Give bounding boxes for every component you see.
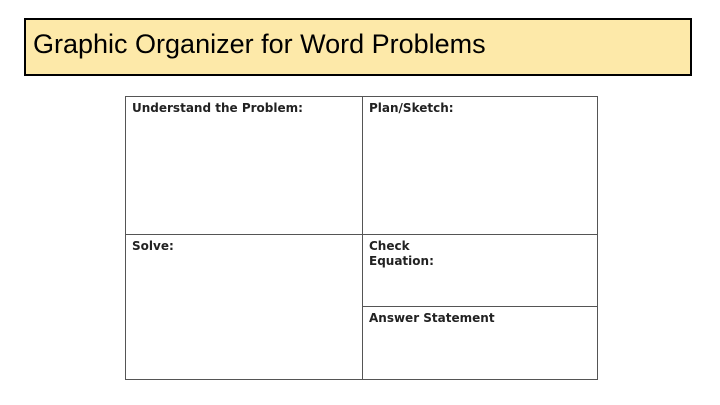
check-equation-label: Check Equation: [369,239,434,268]
answer-statement-label: Answer Statement [369,311,495,325]
organizer-vertical-divider [362,97,363,379]
organizer-middle-divider [126,234,597,235]
plan-sketch-label: Plan/Sketch: [369,101,454,115]
graphic-organizer [125,96,598,380]
solve-label: Solve: [132,239,174,253]
organizer-answer-divider [362,306,598,307]
understand-problem-label: Understand the Problem: [132,101,303,115]
page-title: Graphic Organizer for Word Problems [33,28,486,59]
title-banner [24,18,692,76]
